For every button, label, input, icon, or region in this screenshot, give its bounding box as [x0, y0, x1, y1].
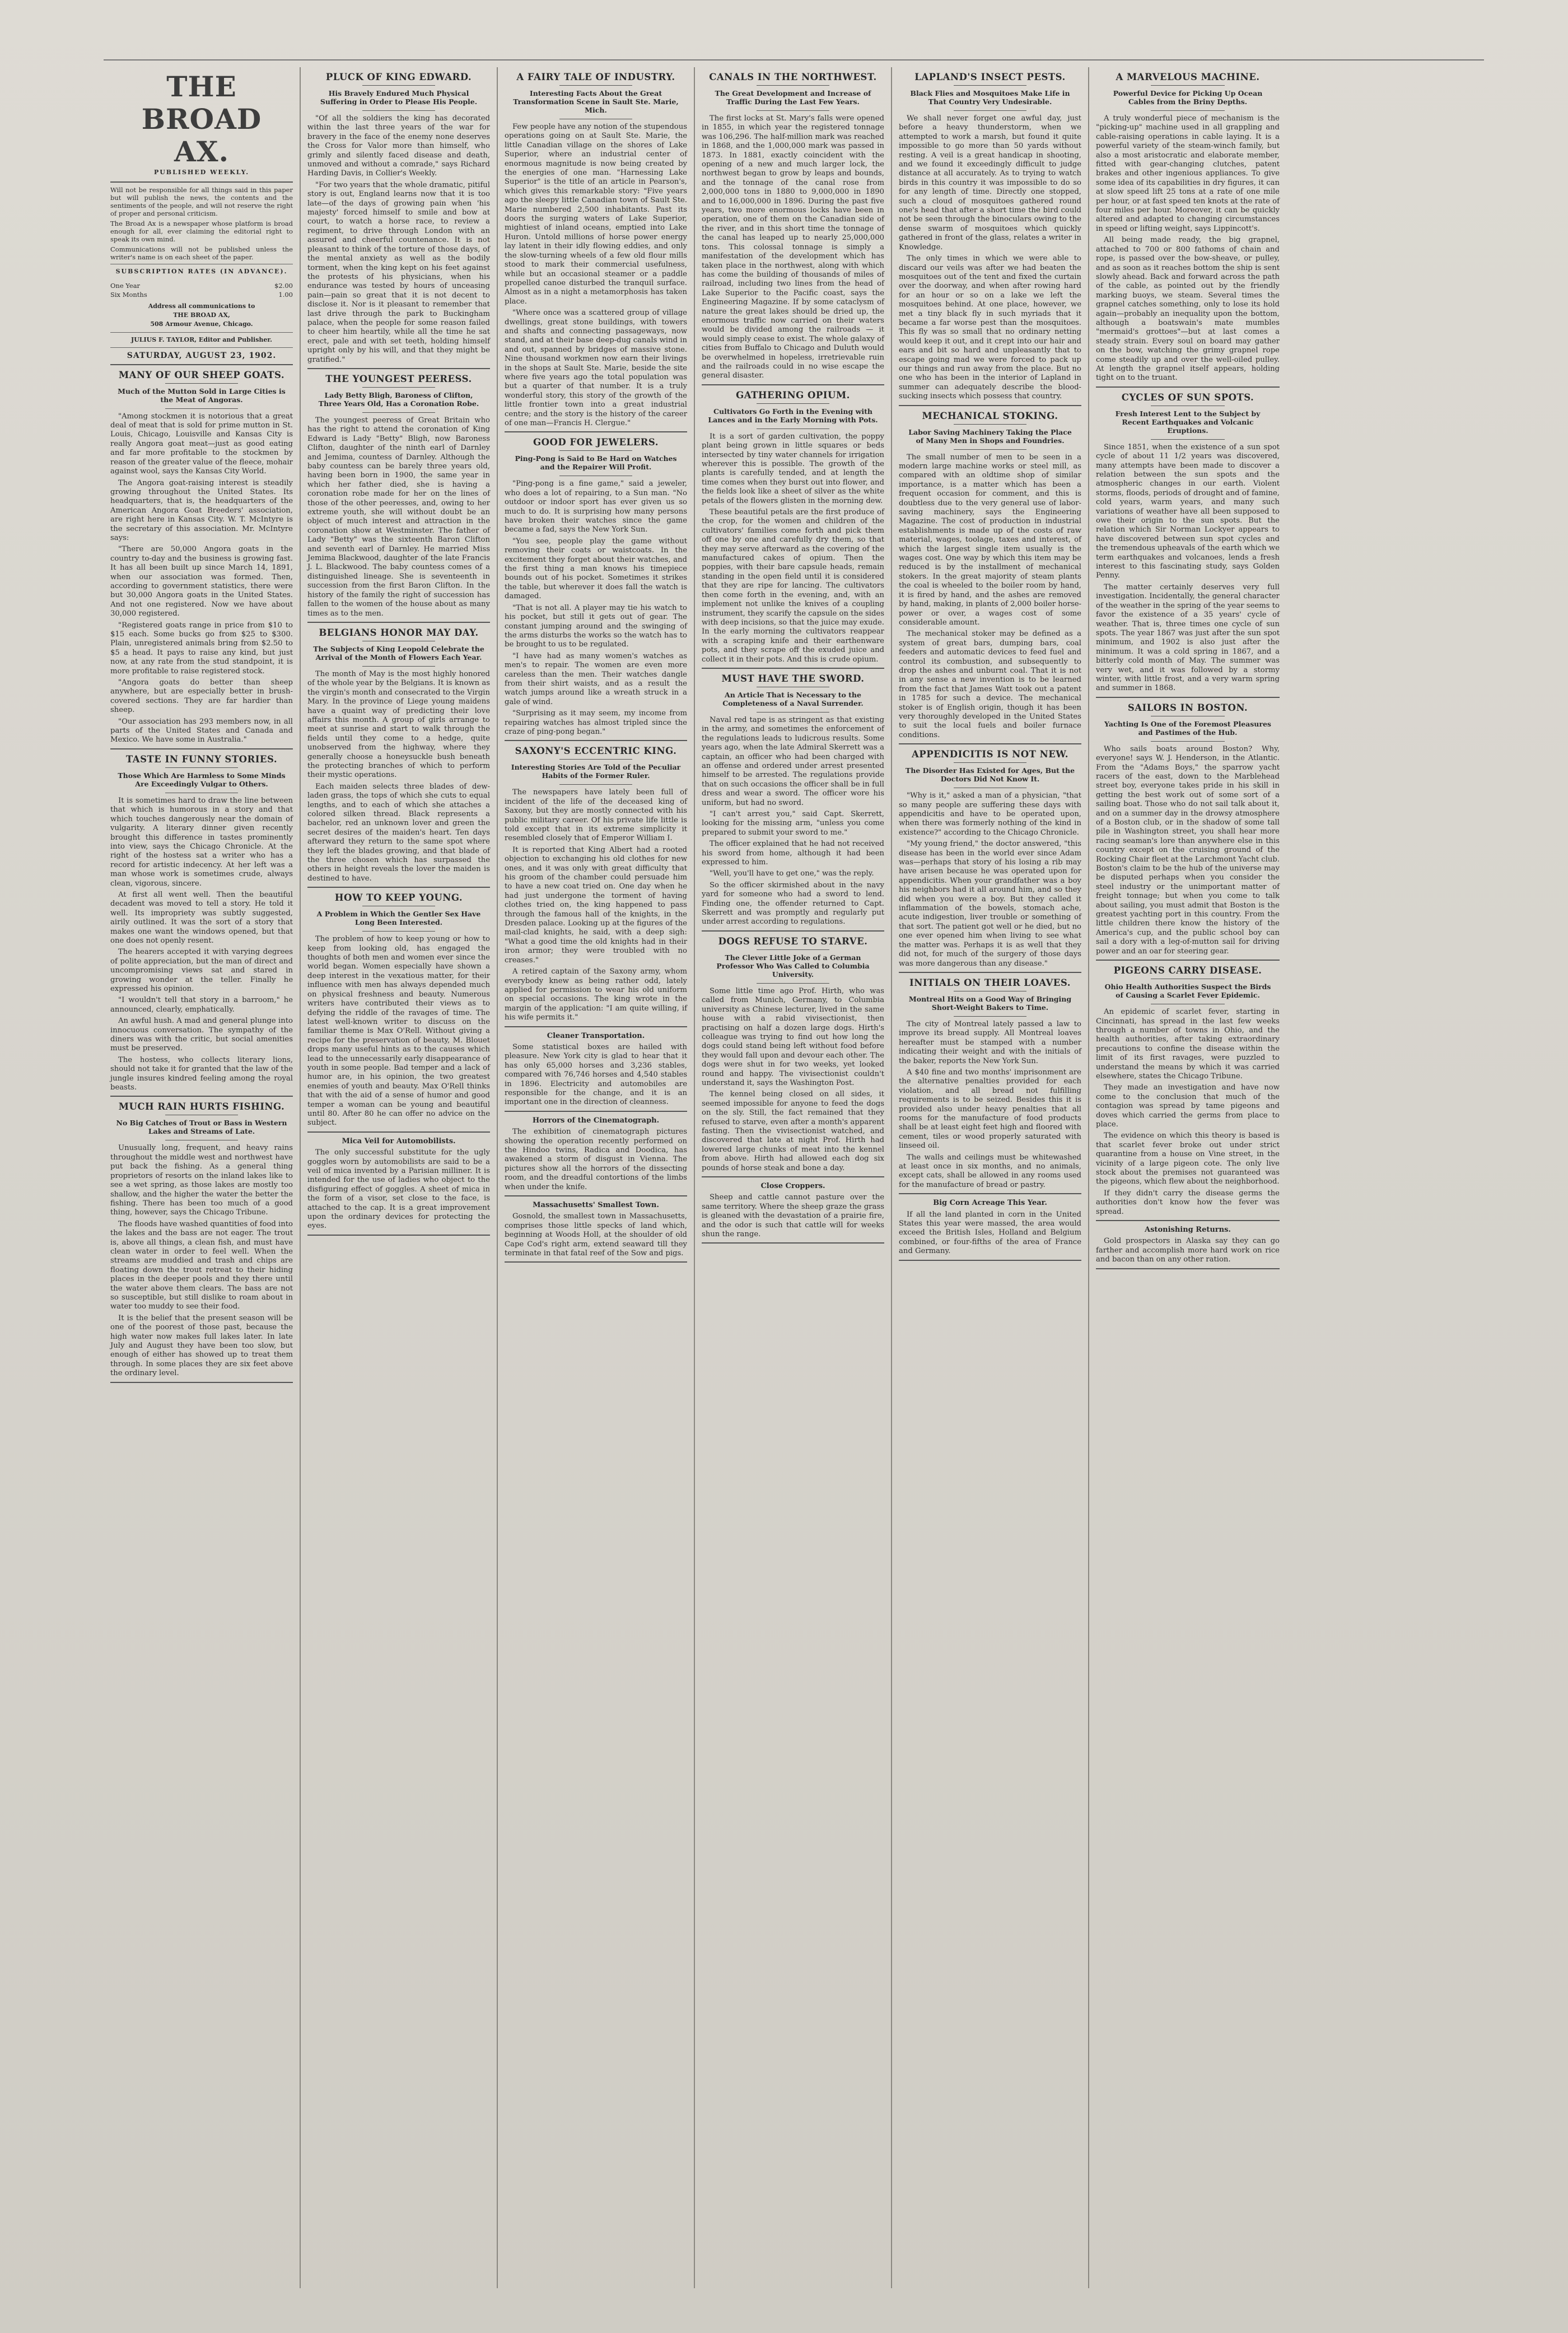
column-articles: [307, 72, 490, 1236]
masthead-title: THE BROAD AX.: [141, 70, 262, 168]
article-paragraph: It is the belief that the present season will be one of the poorest of those past, because the high water now makes full lakes later. In late July and August they have been too slow, but enough of either has showed up to treat them through. In some places they are six feet above the ordinary level.: [110, 1314, 293, 1378]
masthead-notice: The Broad Ax is a newspaper whose platform is broad enough for all, ever claiming the editorial right to speak its own mind.: [110, 220, 293, 244]
article: [899, 411, 1081, 745]
article-divider: [702, 930, 884, 932]
article-headline: GOOD FOR JEWELERS.: [533, 437, 659, 448]
article: [1096, 702, 1280, 961]
article-headline: SAILORS IN BOSTON.: [1127, 702, 1248, 713]
article-paragraph: The Angora goat-raising interest is steadily growing throughout the United States. Its headquarters, that is, the headquarters of the American Angora Goat Breeders' association, are right here in Kansas City. W. T. McIntyre is the secretary of this association. Mr. McIntyre says:: [110, 478, 293, 542]
article-headline: MANY OF OUR SHEEP GOATS.: [118, 369, 285, 380]
subscription-term: Six Months: [110, 291, 147, 299]
article-divider: [505, 1026, 687, 1027]
article: [505, 437, 687, 741]
article-paragraph: A retired captain of the Saxony army, whom everybody knew as being rather odd, lately applied for permission to wear his old uniform on special occasions. The king wrote in the margin of the application: "I am quite willing, if his wife permits it.": [505, 967, 687, 1022]
article-divider: [899, 743, 1081, 744]
article-paragraph: "I wouldn't tell that story in a barroom," he announced, clearly, emphatically.: [110, 996, 293, 1014]
article-paragraph: "Where once was a scattered group of village dwellings, great stone buildings, with towers and shafts and connecting passageways, now stand, and at their base deep-dug canals wind in and out, spanned by bridges of massive stone. Nine thousand workmen now earn their livings in the shops at Sault Ste. Marie, beside the site where five years ago the total population was but a quarter of that number. It is a truly wonderful story, this story of the growth of the little frontier town into a great industrial centre; and the story is the history of the career of one man—Francis H. Clergue.": [505, 309, 687, 427]
article-headline: HOW TO KEEP YOUNG.: [334, 892, 463, 904]
article-deck: Montreal Hits on a Good Way of Bringing Short-Weight Bakers to Time.: [908, 994, 1072, 1012]
article-divider: [307, 887, 490, 888]
column-3: [498, 67, 695, 2288]
article-divider: [505, 1195, 687, 1196]
article: [505, 746, 687, 1027]
column-articles: [899, 72, 1081, 1261]
article-deck: Ohio Health Authorities Suspect the Birds of Causing a Scarlet Fever Epidemic.: [1104, 982, 1271, 1000]
article-divider: [1096, 1268, 1280, 1269]
article-deck: Ping-Pong is Said to Be Hard on Watches and the Repairer Will Profit.: [515, 454, 677, 472]
article-deck: Black Flies and Mosquitoes Make Life in That Country Very Undesirable.: [910, 89, 1070, 106]
article-paragraph: "Angora goats do better than sheep anywhere, but are especially better in brush-covered sections. They are far hardier than sheep.: [110, 678, 293, 715]
article: [1096, 965, 1280, 1221]
page-top-rule: [104, 59, 1484, 65]
article-paragraph: "There are 50,000 Angora goats in the country to-day and the business is growing fast. It has all been built up since March 14, 1891, when our association was formed. Then, according to government statistics, there were but 30,000 Angora goats in the United States. And not one registered. Now we have about 30,000 registered.: [110, 545, 293, 618]
deck-rule: [1151, 741, 1224, 742]
article: [1096, 1226, 1280, 1269]
article-divider: [307, 368, 490, 369]
article-paragraph: Few people have any notion of the stupendous operations going on at Sault Ste. Marie, the little Canadian village on the shores of Lake Superior, where an industrial center of enormous magnitude is now being created by the energies of one man. "Harnessing Lake Superior" is the title of an article in Pearson's, which gives this remarkable story: "Five years ago the sleepy little Canadian town of Sault Ste. Marie numbered 2,500 inhabitants. Past its doors the surging waters of Lake Superior, mightiest of inland oceans, emptied into Lake Huron. Untold millions of horse power energy lay latent in their idly flowing eddies, and only the slow-turning wheels of a few old flour mills stood to mark their commercial usefulness, while but an occasional steamer or a paddle propelled canoe disturbed the tranquil surface. Almost as in a night a metamorphosis has taken place.: [505, 123, 687, 306]
article-divider: [505, 1111, 687, 1112]
column-1: [104, 67, 301, 2288]
article-paragraph: The officer explained that he had not received his sword from home, although it had been expressed to him.: [702, 840, 884, 867]
article-paragraph: All being made ready, the big grapnel, attached to 700 or 800 fathoms of chain and rope, is passed over the bow-sheave, or pulley, and as soon as it reaches bottom the ship is sent slowly ahead. Back and forward across the path of the cable, as pointed out by the friendly marking buoys, we steam. Several times the grapnel catches something, only to lose its hold again—probably an inequality upon the bottom, although a boatswain's mate mumbles "mermaid's grottoes"—but at last comes a steady strain. Every soul on board may gather on the bow, watching the grimy grapnel rope come steadily up and over the well-oiled pulley. At length the grapnel itself appears, holding tight on to the truant.: [1096, 236, 1280, 383]
article-paragraph: It is sometimes hard to draw the line between that which is humorous in a story and that which touches dangerously near the domain of vulgarity. A literary dinner given recently brought this difference in tastes prominently into view, says the Chicago Chronicle. At the right of the hostess sat a writer who has a record for artistic indecency. At her left was a man whose work is sometimes crude, always clean, vigorous, sincere.: [110, 796, 293, 888]
address-line: 508 Armour Avenue, Chicago.: [150, 320, 253, 328]
article-paragraph: The evidence on which this theory is based is that scarlet fever broke out under strict quarantine from a house on Vine street, in the vicinity of a large pigeon cote. The only live stock about the premises not guaranteed was the pigeons, which flew about the neighborhood.: [1096, 1131, 1280, 1186]
article-paragraph: Gold prospectors in Alaska say they can go farther and accomplish more hard work on rice and bacon than on any other ration.: [1096, 1237, 1280, 1264]
deck-rule: [1151, 110, 1224, 111]
deck-rule: [757, 712, 829, 713]
article-divider: [899, 1193, 1081, 1194]
article: [505, 1116, 687, 1196]
subscription-row: [110, 281, 293, 290]
subscription-price: 1.00: [278, 291, 293, 299]
article-paragraph: "Registered goats range in price from $10 to $15 each. Some bucks go from $25 to $300. Plain, unregistered animals bring from $2.50 to $5 a head. It pays to raise any kind, but just now, at any rate from the stud standpoint, it is more profitable to raise registered stock.: [110, 621, 293, 676]
article-deck: Interesting Facts About the Great Transformation Scene in Sault Ste. Marie, Mich.: [513, 89, 679, 114]
article-headline: GATHERING OPIUM.: [736, 389, 850, 401]
column-articles: [702, 72, 884, 1244]
article-headline: MECHANICAL STOKING.: [922, 410, 1058, 421]
article-deck: The Disorder Has Existed for Ages, But the Doctors Did Not Know It.: [905, 766, 1075, 784]
headline-rule: [954, 85, 1026, 86]
article-paragraph: Each maiden selects three blades of dew-laden grass, the tops of which she cuts to equal lengths, and to each of which she attaches a colored silken thread. Black represents a bachelor, red an unknown lover and green the secret desires of the maiden's heart. Ten days afterward they return to the same spot where they left the blades growing, and that blade of the three chosen which has surpassed the others in height reveals the lover the maiden is destined to have.: [307, 782, 490, 883]
article-headline: Horrors of the Cinematograph.: [532, 1116, 660, 1125]
article-headline: Cleaner Transportation.: [547, 1031, 645, 1040]
headline-rule: [165, 383, 238, 384]
headline-rule: [757, 949, 829, 950]
article-paragraph: At first all went well. Then the beautiful decadent was moved to tell a story. He told it well. Its impropriety was subtly suggested, airily outlined. It was the sort of a story that makes one want the windows opened, but that one does not openly resent.: [110, 890, 293, 945]
article-paragraph: Naval red tape is as stringent as that existing in the army, and sometimes the enforcement of the regulations leads to ludicrous results. Some years ago, when the late Admiral Skerrett was a captain, an officer who had been charged with an offense and ordered under arrest presented himself to be arrested. The regulations provide that on such occasions the officer shall be in full dress and wear a sword. The officer wore his uniform, but had no sword.: [702, 715, 884, 807]
article-paragraph: Sheep and cattle cannot pasture over the same territory. Where the sheep graze the grass is gleaned with the devastation of a prairie fire, and the odor is such that cattle will for weeks shun the range.: [702, 1193, 884, 1239]
address-line: Address all communications to: [148, 302, 255, 310]
masthead-rule: [110, 181, 293, 183]
article-paragraph: "Why is it," asked a man of a physician, "that so many people are suffering these days with appendicitis and have to be operated upon, when there was formerly nothing of the kind in existence?" according to the Chicago Chronicle.: [899, 791, 1081, 837]
article-paragraph: The matter certainly deserves very full investigation. Incidentally, the general character of the weather in the spring of the year seems to favor the existence of a 35 years' cycle of weather. That is, three times one cycle of sun spots. The year 1867 was just after the sun spot minimum, and 1902 is also just after the minimum. It was a cold spring in 1867, and a bitterly cold month of May. The summer was very wet, and it was followed by a stormy winter, with little frost, and a very warm spring and summer in 1868.: [1096, 583, 1280, 693]
article-paragraph: Unusually long, frequent, and heavy rains throughout the middle west and northwest have put back the fishing. As a general thing proprietors of resorts on the inland lakes like to see a wet spring, as those lakes are mostly too shallow, and the higher the water the better the fishing. There has been too much of a good thing, however, says the Chicago Tribune.: [110, 1144, 293, 1217]
article: [307, 627, 490, 888]
editor-line: JULIUS F. TAYLOR, Editor and Publisher.: [130, 336, 272, 343]
article-divider: [899, 972, 1081, 973]
article: [899, 1199, 1081, 1260]
article-paragraph: The problem of how to keep young or how to keep from looking old, has engaged the thoughts of both men and women ever since the world began. Women especially have shown a deep interest in the vexatious matter, for their influence with men has always depended much on physical freshness and beauty. Numerous writers have contributed their views as to defying the riddle of the ravages of time. The latest well-known writer to discuss on the familiar theme is Max O'Rell. Without giving a recipe for the preservation of beauty, M. Blouet drops many useful hints as to the causes which lead to the unnecessarily early disappearance of youth in some people. Bad temper and a lack of humor are, in his opinion, the two greatest enemies of youth and beauty. Max O'Rell thinks that with the aid of a sense of humor and good temper a woman can be young and beautiful until 80. After 80 he can offer no advice on the subject.: [307, 935, 490, 1128]
article-paragraph: The youngest peeress of Great Britain who has the right to attend the coronation of King Edward is Lady "Betty" Bligh, now Baroness Clifton, daughter of the ninth earl of Darnley and Jemima, countess of Darnley. Although the baby countess can be barely three years old, having been born in 1900, the same year in which her father died, she is having a coronation robe made for her on the lines of those of the other peeresses, and, owing to her extreme youth, she will without doubt be an object of much interest and attraction in the coronation show at Westminster. The father of Lady "Betty" was the sixteenth Baron Clifton and seventh earl of Darnley. He married Miss Jemima Blackwood, daughter of the late Francis J. L. Blackwood. The baby countess comes of a distinguished lineage. She is seventeenth in succession from the first Baron Clifton. In the history of the family the right of succession has fallen to the women of the house about as many times as to the men.: [307, 416, 490, 618]
article-headline: SAXONY'S ECCENTRIC KING.: [515, 746, 677, 757]
article-headline: MUST HAVE THE SWORD.: [721, 673, 865, 684]
article-paragraph: Since 1851, when the existence of a sun spot cycle of about 11 1/2 years was discovered, many attempts have been made to discover a relation between the sun spots and the atmospheric changes in our earth. Violent storms, floods, periods of drought and of famine, cold years, warm years, and many such variations of weather have all been supposed to owe their origin to the sun spots. But the relation which Sir Norman Lockyer appears to have discovered between sun spot cycles and the tremendous upheavals of the earth which we term earthquakes and volcanoes, lends a fresh interest to this fascinating study, says Golden Penny.: [1096, 443, 1280, 580]
article-paragraph: "My young friend," the doctor answered, "this disease has been in the world ever since Adam was—perhaps that story of his losing a rib may have arisen because he was operated upon for appendicitis. When your grandfather was a boy his neighbors had it all around him, and so they did when you were a boy. But they called it inflammation of the bowels, stomach ache, acute indigestion, liver trouble or something of that sort. The patient got well or he died, but no one ever opened him when living to see what the matter was. Perhaps it is as well that they did not, for much of the surgery of those days was more dangerous than any disease.": [899, 840, 1081, 968]
masthead: [110, 71, 293, 365]
article-headline: PLUCK OF KING EDWARD.: [325, 72, 472, 82]
article-headline: Close Croppers.: [760, 1182, 825, 1190]
subscription-label: SUBSCRIPTION RATES (IN ADVANCE).: [115, 268, 288, 276]
masthead-frequency: PUBLISHED WEEKLY.: [153, 169, 250, 176]
article-paragraph: The floods have washed quantities of food into the lakes and the bass are not eager. The trout is, above all things, a clean fish, and must have clean water in order to feel well. When the streams are muddied and trash and chips are floating down the trout retreat to their hiding places in the deeper pools and they there until the water above them clears. The bass are not so susceptible, but still dislike to roam about in water too muddy to see their food.: [110, 1219, 293, 1311]
article-divider: [702, 384, 884, 385]
article-deck: A Problem in Which the Gentler Sex Have Long Been Interested.: [316, 910, 481, 927]
article: [307, 892, 490, 1133]
article: [110, 754, 293, 1097]
article: [899, 72, 1081, 406]
article-divider: [702, 1176, 884, 1177]
article-deck: The Clever Little Joke of a German Professor Who Was Called to Columbia University.: [716, 953, 870, 979]
article-divider: [505, 740, 687, 741]
article-headline: APPENDICITIS IS NOT NEW.: [911, 749, 1069, 760]
article: [110, 370, 293, 749]
article-headline: CYCLES OF SUN SPOTS.: [1121, 392, 1254, 403]
column-2: [301, 67, 498, 2288]
newspaper-page: [104, 67, 1484, 2288]
article-divider: [505, 431, 687, 432]
headline-rule: [1151, 85, 1224, 86]
article-deck: Labor Saving Machinery Taking the Place of Many Men in Shops and Foundries.: [908, 427, 1072, 445]
article-paragraph: "You see, people play the game without removing their coats or waistcoats. In the excitement they forget about their watches, and the first thing a man knows his timepiece bounds out of his pocket. Sometimes it strikes the table, but wherever it does fall the watch is damaged.: [505, 537, 687, 601]
article-headline: Big Corn Acreage This Year.: [933, 1199, 1047, 1208]
article-divider: [307, 622, 490, 623]
article-paragraph: The hearers accepted it with varying degrees of polite appreciation, but the man of direct and uncompromising views sat and stared in growing wonder at the teller. Finally he expressed his opinion.: [110, 948, 293, 993]
divider: [110, 332, 293, 333]
subscription-table: [110, 281, 293, 300]
article-paragraph: The hostess, who collects literary lions, should not take it for granted that the law of the jungle insures kindred feeling among the royal beasts.: [110, 1055, 293, 1092]
article: [702, 390, 884, 669]
article-divider: [110, 1096, 293, 1097]
article-deck: Cultivators Go Forth in the Evening with Lances and in the Early Morning with Pots.: [708, 407, 878, 424]
column-6: [1089, 67, 1286, 2288]
deck-rule: [954, 110, 1026, 111]
article-headline: DOGS REFUSE TO STARVE.: [718, 935, 868, 947]
article: [307, 1137, 490, 1236]
article-paragraph: If all the land planted in corn in the United States this year were massed, the area would exceed the British Isles, Holland and Belgium combined, or four-fifths of the area of France and Germany.: [899, 1210, 1081, 1256]
divider: [110, 347, 293, 348]
article-divider: [307, 1235, 490, 1236]
article-paragraph: The first locks at St. Mary's falls were opened in 1855, in which year the registered tonnage was 106,296. The half-million mark was reached in 1868, and the 1,000,000 mark was passed in 1873. In 1881, exactly coincident with the opening of a new and much larger lock, the northwest began to grow by leaps and bounds, and the tonnage of the canal rose from 2,000,000 tons in 1880 to 9,000,000 in 1890 and to 16,000,000 in 1896. During the past five years, two more enormous locks have been in operation, one of them on the Canadian side of the river, and in this short time the tonnage of the canal has leaped up to nearly 25,000,000 tons. This colossal tonnage is simply a manifestation of the development which has taken place in the northwest, along with which has come the building of thousands of miles of railroad, including two lines from the head of Lake Superior to the Pacific coast, says the Engineering Magazine. If by some cataclysm of nature the great lakes should be dried up, the enormous traffic now carried on their waters would be divided among the railroads — it would simply cease to exist. The whole galaxy of cities from Buffalo to Chicago and Duluth would be overwhelmed in hopeless, irretrievable ruin and the railroads could in no wise escape the general disaster.: [702, 114, 884, 380]
deck-rule: [1151, 439, 1224, 440]
article-paragraph: We shall never forget one awful day, just before a heavy thunderstorm, when we attempted to work a marsh, but found it quite impossible to go more than 50 yards without resting. A veil is a great handicap in shooting, and we found it exceedingly difficult to judge distance at all accurately. As to trying to watch birds in this country it was impossible to do so for any length of time. Directly one stopped, such a cloud of mosquitoes gathered round one's head that after a short time the bird could not be seen through the binoculars owing to the dense swarm of mosquitoes which quickly gathered in front of the glass, relates a writer in Knowledge.: [899, 114, 1081, 252]
article-paragraph: So the officer skirmished about in the navy yard for someone who had a sword to lend. Finding one, the offender returned to Capt. Skerrett and was promptly and regularly put under arrest according to regulations.: [702, 881, 884, 926]
deck-rule: [559, 784, 632, 785]
article-deck: His Bravely Endured Much Physical Suffering in Order to Please His People.: [320, 89, 478, 106]
headline-rule: [757, 403, 829, 404]
column-articles: [1096, 72, 1280, 1269]
article-divider: [110, 748, 293, 749]
article-paragraph: Some little time ago Prof. Hirth, who was called from Munich, Germany, to Columbia university as Chinese lecturer, lived in the same house with a rabid vivisectionist, then practising on half a dozen large dogs. Hirth's colleague was trying to find out how long the dogs could stand being left without food before they would fall upon and devour each other. The dogs were shut in for two weeks, yet looked round and happy. The vivisectionist couldn't understand it, says the Washington Post.: [702, 986, 884, 1087]
article-headline: CANALS IN THE NORTHWEST.: [709, 72, 877, 82]
article-paragraph: The only times in which we were able to discard our veils was after we had beaten the mosquitoes out of the tent and fixed the curtain over the doorway, and when after rowing hard for an hour or so on a lake we left the mosquitoes behind. At one place, however, we met a tiny black fly in such myriads that it became a far worse pest than the mosquitoes. This fly was so small that no ordinary netting would keep it out, and it crept into our hair and ears and bit so hard and unpleasantly that to escape going mad we were forced to pack up our things and run away from the place. But no one who has been in the interior of Lapland in summer can adequately describe the blood-sucking insects which possess that country.: [899, 254, 1081, 401]
article-deck: Lady Betty Bligh, Baroness of Clifton, Three Years Old, Has a Coronation Robe.: [318, 390, 479, 408]
article-paragraph: "Ping-pong is a fine game," said a jeweler, who does a lot of repairing, to a Sun man. "No outdoor or indoor sport has ever given us so much to do. It is surprising how many persons have broken their watches since the game became a fad, says the New York Sun.: [505, 479, 687, 534]
article-paragraph: The mechanical stoker may be defined as a system of great bars, dumping bars, coal feeders and automatic devices to feed fuel and control its combustion, and subsequently to drop the ashes and unburnt coal. That it is not in any sense a new invention is to be learned from the fact that James Watt took out a patent in 1785 for such a device. The mechanical stoker is of English origin, though it has been very thoroughly developed in the United States to suit the local fuels and boiler furnace conditions.: [899, 630, 1081, 739]
article-deck: An Article That is Necessary to the Completeness of a Naval Surrender.: [722, 690, 864, 707]
article-divider: [899, 1260, 1081, 1261]
article-paragraph: A $40 fine and two months' imprisonment are the alternative penalties provided for each violation, and all bread not fulfilling requirements is to be seized. Besides this it is provided also under heavy penalties that all rooms for the manufacture of food products shall be at least eight feet high and floored with cement, tiles or wood properly saturated with linseed oil.: [899, 1068, 1081, 1151]
article-paragraph: "I have had as many women's watches as men's to repair. The women are even more careless than the men. Their watches dangle from their shirt waists, and as a result the watch jumps around like a wreath struck in a gale of wind.: [505, 651, 687, 706]
article-paragraph: They made an investigation and have now come to the conclusion that much of the contagion was spread by tame pigeons and doves which carried the germs from place to place.: [1096, 1083, 1280, 1129]
article-paragraph: The newspapers have lately been full of incident of the life of the deceased king of Saxony, but they are mostly connected with his public military career. Of his private life little is told except that in its extreme simplicity it resembled closely that of Emperor William I.: [505, 788, 687, 843]
article-headline: Astonishing Returns.: [1145, 1226, 1231, 1235]
article-deck: Those Which Are Harmless to Some Minds Are Exceedingly Vulgar to Others.: [118, 771, 286, 788]
article: [307, 374, 490, 623]
article-deck: Powerful Device for Picking Up Ocean Cables from the Briny Depths.: [1113, 89, 1263, 106]
article-paragraph: An awful hush. A mad and general plunge into innocuous conversation. The sympathy of the diners was with the critic, but social amenities must be preserved.: [110, 1017, 293, 1053]
column-articles: [110, 370, 293, 1383]
headline-rule: [954, 762, 1026, 763]
headline-rule: [362, 387, 435, 388]
article-divider: [899, 405, 1081, 406]
column-4: [695, 67, 892, 2288]
article-paragraph: "Surprising as it may seem, my income from repairing watches has almost tripled since the craze of ping-pong began.": [505, 709, 687, 736]
article-deck: The Subjects of King Leopold Celebrate the Arrival of the Month of Flowers Each Year.: [313, 644, 484, 662]
article-deck: Much of the Mutton Sold in Large Cities is the Meat of Angoras.: [118, 386, 286, 404]
article-headline: Mica Veil for Automobilists.: [342, 1137, 456, 1145]
headline-rule: [559, 759, 632, 760]
deck-rule: [757, 110, 829, 111]
article: [1096, 72, 1280, 388]
article-paragraph: Gosnold, the smallest town in Massachusetts, comprises those little specks of land which, beginning at Woods Holl, at the shoulder of old Cape Cod's right arm, extend seaward till they terminate in that fatal reef of the Sow and pigs.: [505, 1212, 687, 1258]
article-divider: [1096, 386, 1280, 388]
article-divider: [1096, 1220, 1280, 1221]
masthead-rule: [110, 364, 293, 365]
article-divider: [505, 1261, 687, 1263]
subscription-row: [110, 290, 293, 299]
deck-rule: [362, 412, 435, 413]
article-divider: [307, 1131, 490, 1133]
article: [505, 72, 687, 432]
article-headline: PIGEONS CARRY DISEASE.: [1113, 965, 1262, 976]
headline-rule: [954, 424, 1026, 425]
article-paragraph: The small number of men to be seen in a modern large machine works or steel mill, as compared with an oldtime shop of similar importance, is a matter which has been a frequent occasion for comment, and this is doubtless due to the very general use of labor-saving machinery, says the Engineering Magazine. The cost of production in industrial establishments is made up of the costs of raw material, wages, toolage, taxes and interest, of which the largest single item usually is the wages cost. One way by which this item may be reduced is by the installment of mechanical stokers. In the great majority of steam plants the coal is wheeled to the boiler room by hand, it is fired by hand, and the ashes are removed by hand, making, in plants of 2,000 boiler horse-power or over, a wages cost of some considerable amount.: [899, 453, 1081, 627]
column-5: [892, 67, 1089, 2288]
article-paragraph: "That is not all. A player may tie his watch to his pocket, but still it gets out of gear. The constant jumping around and the swinging of the arms disturbs the works so the watch has to be brought to us to be regulated.: [505, 603, 687, 649]
article-headline: BELGIANS HONOR MAY DAY.: [319, 627, 479, 638]
article: [702, 673, 884, 932]
deck-rule: [757, 983, 829, 984]
article-paragraph: It is a sort of garden cultivation, the poppy plant being grown in little squares or beds intersected by tiny water channels for irrigation wherever this is possible. The growth of the plants is carefully tended, and at length the time comes when they burst out into flower, and the fields look like a sheet of silver as the white petals of the flowers glisten in the morning dew.: [702, 432, 884, 505]
article-paragraph: Who sails boats around Boston? Why, everyone! says W. J. Henderson, in the Atlantic. From the "Adams Boys," the sparrow yacht racers of the east, down to the Marblehead street boy, everyone takes pride in his skill in getting the best work out of some sort of a sailing boat. Those who do not sail talk about it, and on a summer day in the drowsy atmosphere of a Boston club, or in the shadow of some tall pile in Washington street, you shall hear more racing seaman's lore than anywhere else in this country except on the cruising ground of the Rocking Chair fleet at the Larchmont Yacht club. Boston's claim to be the hub of the universe may be disputed perhaps when you consider the steel industry or the unimportant matter of freight tonnage; but when you come to talk about sailing, you must admit that Boston is the greatest yachting port in this country. From the little children there know the history of the America's cup, and the public school boy can sail a dory with a leg-of-mutton sail for driving power and an oar for steering gear.: [1096, 744, 1280, 956]
article-paragraph: Some statistical boxes are hailed with pleasure. New York city is glad to hear that it has only 65,000 horses and 3,236 stables, compared with 76,746 horses and 4,540 stables in 1896. Electricity and automobiles are responsible for the change, and it is an important one in the direction of cleanness.: [505, 1042, 687, 1107]
deck-rule: [954, 1016, 1026, 1017]
article-paragraph: The month of May is the most highly honored of the whole year by the Belgians. It is known as the virgin's month and consecrated to the Virgin Mary. In the province of Liege young maidens have a quaint way of predicting their love affairs this month. A group of girls arrange to meet at sunrise and start to walk through the fields until they come to a hedge, quite unobserved from the highway, where they generally choose a honeysuckle bush beneath the protecting branches of which to perform their mystic operations.: [307, 669, 490, 780]
masthead-notice: Will not be responsible for all things said in this paper but will publish the news, the contents and the sentiments of the people, and will not reserve the right of proper and personal criticism.: [110, 186, 293, 218]
article-deck: Fresh Interest Lent to the Subject by Recent Earthquakes and Volcanic Eruptions.: [1115, 409, 1261, 435]
article-headline: Massachusetts' Smallest Town.: [533, 1201, 659, 1210]
subscription-term: One Year: [110, 281, 141, 290]
article: [1096, 392, 1280, 698]
headline-rule: [559, 450, 632, 451]
issue-date: SATURDAY, AUGUST 23, 1902.: [127, 351, 277, 361]
article-divider: [110, 1382, 293, 1383]
article: [702, 72, 884, 385]
headline-rule: [165, 767, 238, 768]
article-headline: THE YOUNGEST PEERESS.: [325, 373, 472, 384]
article-paragraph: It is reported that King Albert had a rooted objection to exchanging his old clothes for new ones, and it was only with great difficulty that his groom of the chamber could persuade him to have a new coat tried on. One day when he had just undergone the torment of having clothes tried on, the king happened to pass through the famous hall of the knights, in the Dresden palace. Looking up at the figures of the mail-clad knights, he said, with a deep sigh: "What a good time the old knights had in their iron armor; they were troubled with no creases.": [505, 845, 687, 965]
article-deck: Interesting Stories Are Told of the Peculiar Habits of the Former Ruler.: [511, 763, 681, 780]
article-paragraph: These beautiful petals are the first produce of the crop, for the women and children of the cultivators' families come forth and pick them off one by one and carefully dry them, so that they may serve afterward as the covering of the manufactured cakes of opium. Then the poppies, with their bare capsule heads, remain standing in the open field until it is considered that they are ripe for lancing. The cultivators then come forth in the evening, and, with an implement not unlike the knives of a coupling instrument, they scarify the capsule on the sides with deep incisions, so that the juice may exude. In the early morning the cultivators reappear with a scraping knife and their earthenware pots, and they scrape off the exuded juice and collect it in their pots. And this is crude opium.: [702, 508, 884, 664]
article-headline: A FAIRY TALE OF INDUSTRY.: [516, 72, 675, 82]
article-paragraph: "Our association has 293 members now, in all parts of the United States and Canada and Mexico. We have some in Australia.": [110, 717, 293, 744]
article-paragraph: The city of Montreal lately passed a law to improve its bread supply. All Montreal loaves hereafter must be stamped with a number indicating their weight and with the initials of the baker, reports the New York Sun.: [899, 1019, 1081, 1065]
article: [307, 72, 490, 369]
column-articles: [505, 72, 687, 1263]
article: [505, 1032, 687, 1112]
article-headline: A MARVELOUS MACHINE.: [1116, 72, 1260, 82]
article-headline: INITIALS ON THEIR LOAVES.: [909, 977, 1071, 988]
article-paragraph: The only successful substitute for the ugly goggles worn by automobilists are said to be a veil of mica invented by a Parisian milliner. It is intended for the use of ladies who object to the disfiguring effect of goggles. A sheet of mica in the form of a visor, set close to the face, is attached to the cap. It is a great improvement upon the ordinary devices for protecting the eyes.: [307, 1148, 490, 1231]
article-deck: The Great Development and Increase of Traffic During the Last Few Years.: [715, 89, 871, 106]
article-divider: [702, 668, 884, 669]
article-headline: LAPLAND'S INSECT PESTS.: [914, 72, 1066, 82]
article-paragraph: "Of all the soldiers the king has decorated within the last three years of the war for bravery in the face of the enemy none deserves the Cross for Valor more than himself, who grimly and silently faced disease and death, unmoved and without a comrade," says Richard Harding Davis, in Collier's Weekly.: [307, 114, 490, 178]
headline-rule: [362, 85, 435, 86]
article-divider: [1096, 960, 1280, 961]
deck-rule: [362, 666, 435, 667]
article-paragraph: The kennel being closed on all sides, it seemed impossible for anyone to feed the dogs on the sly. Still, the fact remained that they refused to starve, even after a month's apparent fasting. Then the vivisectionist watched, and discovered that late at night Prof. Hirth had lowered large chunks of meat into the kennel from above. Hirth had allowed each dog six pounds of horse steak and bone a day.: [702, 1090, 884, 1172]
deck-rule: [954, 449, 1026, 450]
article-paragraph: The walls and ceilings must be whitewashed at least once in six months, and no animals, except cats, shall be allowed in any rooms used for the manufacture of bread or pastry.: [899, 1153, 1081, 1189]
article-paragraph: The exhibition of cinematograph pictures showing the operation recently performed on the Hindoo twins, Radica and Doodica, has awakened a storm of disgust in Vienna. The pictures show all the horrors of the dissecting room, and the dreadful contortions of the limbs when under the knife.: [505, 1128, 687, 1191]
article: [702, 1182, 884, 1244]
article-divider: [1096, 697, 1280, 698]
article: [899, 977, 1081, 1194]
article-headline: MUCH RAIN HURTS FISHING.: [118, 1101, 285, 1112]
article-divider: [702, 1242, 884, 1244]
headline-rule: [757, 85, 829, 86]
deck-rule: [362, 931, 435, 932]
article-paragraph: "Well, you'll have to get one," was the reply.: [710, 869, 874, 878]
address-line: THE BROAD AX,: [173, 311, 230, 319]
article-paragraph: "For two years that the whole dramatic, pitiful story is out, England learns now that it is too late—of the days of growing pain when 'his majesty' forced himself to smile and bow at court, to watch a horse race, to review a regiment, to drive through London with an assured and cheerful countenance. It is not pleasant to think of the torture of those days, of the mental anxiety as well as the bodily torment, when the king kept on his feet against the protests of his physicians, when his endurance was tested by hours of unceasing pain—pain so great that it is not decent to disclose it. Nor is it pleasant to remember that last drive through the park to Buckingham palace, when the people for some reason failed to cheer him heartily, while all the time he sat erect, pale and with set teeth, holding himself upright only by his will, and that they might be gratified.": [307, 180, 490, 364]
deck-rule: [165, 408, 238, 409]
article-headline: TASTE IN FUNNY STORIES.: [125, 753, 278, 765]
article: [505, 1201, 687, 1263]
article-deck: Yachting Is One of the Foremost Pleasures and Pastimes of the Hub.: [1104, 719, 1271, 737]
article-paragraph: A truly wonderful piece of mechanism is the "picking-up" machine used in all grappling and cable-raising operations in cable laying. It is a powerful variety of the steam-winch family, but also a most aristocratic and elaborate member, fitted with gear-changing clutches, patent brakes and other ingenious appliances. To give some idea of its capabilities in dry figures, it can at slow speed lift 25 tons at a rate of one mile per hour, or at fast speed ten knots at the rate of four miles per hour. Moreover, it can be quickly altered and adapted to changing circumstances in speed or lifting weight, says Lippincott's.: [1096, 114, 1280, 233]
article: [110, 1101, 293, 1382]
deck-rule: [362, 110, 435, 111]
article-paragraph: "Among stockmen it is notorious that a great deal of meat that is sold for prime mutton in St. Louis, Chicago, Louisville and Kansas City is really Angora goat meat—just as good eating and far more profitable to the stockmen by reason of the greater value of the fleece, mohair against wool, says the Kansas City World.: [110, 412, 293, 476]
subscription-price: $2.00: [274, 281, 293, 290]
article-paragraph: "I can't arrest you," said Capt. Skerrett, looking for the missing arm, "unless you come prepared to submit your sword to me.": [702, 810, 884, 837]
article-deck: No Big Catches of Trout or Bass in Western Lakes and Streams of Late.: [116, 1119, 287, 1136]
masthead-notice: Communications will not be published unless the writer's name is on each sheet of the paper.: [110, 245, 293, 262]
article-paragraph: An epidemic of scarlet fever, starting in Cincinnati, has spread in the last few weeks through a number of towns in Ohio, and the health authorities, after taking extraordinary precautions to confine the disease within the limit of its first ravages, were puzzled to understand the means by which it was carried elsewhere, states the Chicago Tribune.: [1096, 1008, 1280, 1081]
article: [899, 749, 1081, 973]
article-paragraph: If they didn't carry the disease germs the authorities don't know how the fever was spread.: [1096, 1189, 1280, 1216]
article: [702, 936, 884, 1177]
headline-rule: [559, 85, 632, 86]
